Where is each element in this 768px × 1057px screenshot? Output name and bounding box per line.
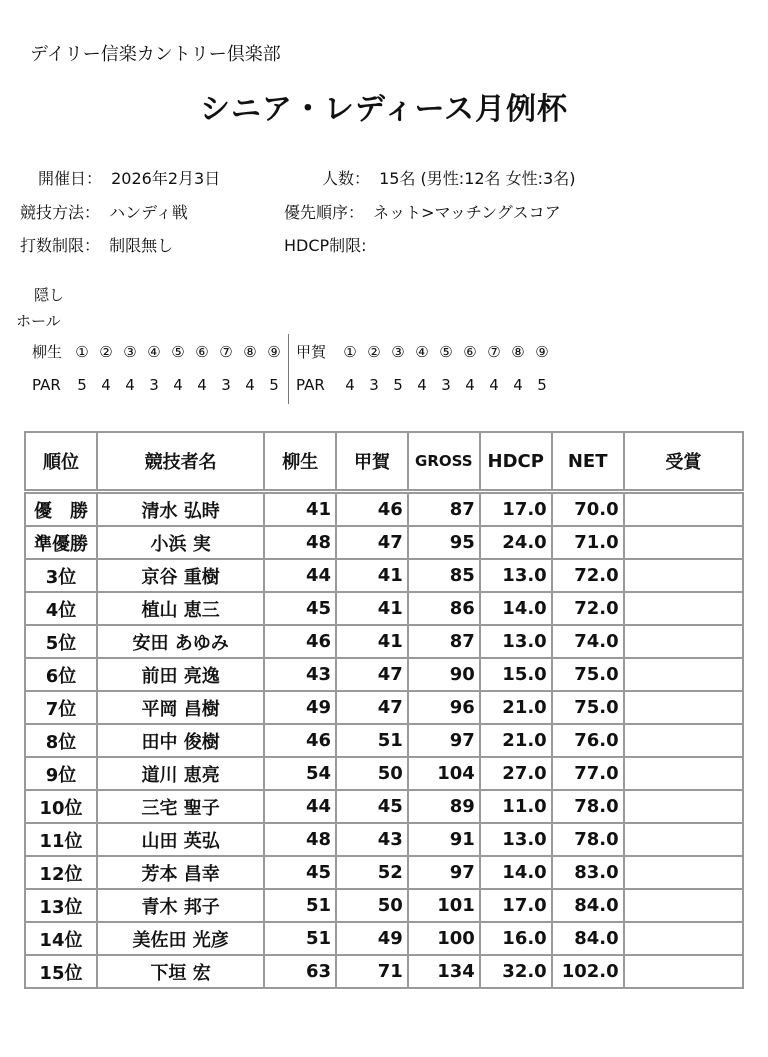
table-row [25,592,743,625]
hole-marker: ② [367,343,381,361]
hdcp-limit-row [284,233,367,256]
hole-marker: ⑥ [195,343,209,361]
net-cell: 72.0 [552,592,624,625]
player-name-cell: 三宅 聖子 [97,790,264,823]
yagyu-score-cell: 43 [264,658,336,691]
course-a-par-row [32,376,286,394]
hole-marker: ③ [123,343,137,361]
rank-cell: 優 勝 [25,492,97,527]
header-net: NET [552,432,624,492]
par-value: 5 [269,376,279,394]
net-cell: 74.0 [552,625,624,658]
net-cell: 77.0 [552,757,624,790]
net-cell: 72.0 [552,559,624,592]
gross-cell: 89 [408,790,480,823]
yagyu-score-cell: 54 [264,757,336,790]
par-value: 5 [537,376,547,394]
gross-cell: 101 [408,889,480,922]
koka-score-cell: 41 [336,625,408,658]
award-cell [624,691,743,724]
hole-marker: ⑥ [463,343,477,361]
gross-cell: 97 [408,856,480,889]
player-name-cell: 下垣 宏 [97,955,264,988]
table-header-row [25,432,743,492]
net-cell: 84.0 [552,922,624,955]
gross-cell: 97 [408,724,480,757]
award-cell [624,823,743,856]
player-name-cell: 小浜 実 [97,526,264,559]
par-value: 4 [101,376,111,394]
yagyu-score-cell: 63 [264,955,336,988]
gross-cell: 91 [408,823,480,856]
rank-cell: 6位 [25,658,97,691]
rank-cell: 10位 [25,790,97,823]
hole-marker: ⑨ [267,343,281,361]
yagyu-score-cell: 49 [264,691,336,724]
hdcp-cell: 11.0 [480,790,552,823]
hole-marker: ④ [415,343,429,361]
table-row [25,691,743,724]
rank-cell: 15位 [25,955,97,988]
priority-row [284,200,561,223]
rank-cell: 11位 [25,823,97,856]
player-name-cell: 京谷 重樹 [97,559,264,592]
hole-marker: ⑧ [511,343,525,361]
yagyu-score-cell: 45 [264,592,336,625]
rank-cell: 3位 [25,559,97,592]
player-name-cell: 美佐田 光彦 [97,922,264,955]
date-value: 2026年2月3日 [111,169,221,188]
koka-score-cell: 50 [336,889,408,922]
hdcp-cell: 24.0 [480,526,552,559]
hdcp-cell: 13.0 [480,625,552,658]
award-cell [624,922,743,955]
course-b-par-row [296,376,554,394]
table-row [25,492,743,527]
table-row [25,625,743,658]
results-body [25,492,743,989]
yagyu-score-cell: 51 [264,922,336,955]
par-value: 4 [489,376,499,394]
page-title: シニア・レディース月例杯 [199,92,569,127]
hdcp-cell: 17.0 [480,492,552,527]
koka-score-cell: 50 [336,757,408,790]
header-koka: 甲賀 [336,432,408,492]
method-row [20,200,188,223]
par-value: 5 [77,376,87,394]
course-a-name: 柳生 [32,343,63,361]
table-row [25,856,743,889]
rank-cell: 8位 [25,724,97,757]
par-value: 4 [245,376,255,394]
hole-marker: ① [75,343,89,361]
gross-cell: 90 [408,658,480,691]
hdcp-cell: 17.0 [480,889,552,922]
limit-row [20,233,173,256]
award-cell [624,889,743,922]
hole-marker: ② [99,343,113,361]
award-cell [624,790,743,823]
par-value: 3 [221,376,231,394]
table-row [25,922,743,955]
rank-cell: 4位 [25,592,97,625]
player-name-cell: 芳本 昌幸 [97,856,264,889]
koka-score-cell: 52 [336,856,408,889]
yagyu-score-cell: 46 [264,625,336,658]
koka-score-cell: 43 [336,823,408,856]
table-row [25,823,743,856]
yagyu-score-cell: 51 [264,889,336,922]
hole-marker: ⑤ [439,343,453,361]
yagyu-score-cell: 45 [264,856,336,889]
gross-cell: 96 [408,691,480,724]
player-name-cell: 山田 英弘 [97,823,264,856]
hidden-holes-label-1: 隠し [34,286,65,304]
yagyu-score-cell: 46 [264,724,336,757]
method-label: 競技方法： [20,203,101,222]
table-row [25,757,743,790]
table-row [25,790,743,823]
yagyu-score-cell: 48 [264,526,336,559]
award-cell [624,757,743,790]
hdcp-cell: 32.0 [480,955,552,988]
rank-cell: 9位 [25,757,97,790]
gross-cell: 95 [408,526,480,559]
award-cell [624,492,743,527]
award-cell [624,592,743,625]
table-row [25,559,743,592]
hole-marker: ⑤ [171,343,185,361]
par-value: 4 [197,376,207,394]
count-value: 15名 (男性:12名 女性:3名) [379,169,576,188]
koka-score-cell: 49 [336,922,408,955]
gross-cell: 134 [408,955,480,988]
header-hdcp: HDCP [480,432,552,492]
limit-label: 打数制限： [20,236,101,255]
player-name-cell: 安田 あゆみ [97,625,264,658]
hole-marker: ① [343,343,357,361]
gross-cell: 104 [408,757,480,790]
gross-cell: 100 [408,922,480,955]
hdcp-cell: 27.0 [480,757,552,790]
hdcp-cell: 21.0 [480,691,552,724]
hdcp-limit-label: HDCP制限: [284,236,367,255]
player-name-cell: 平岡 昌樹 [97,691,264,724]
header-name: 競技者名 [97,432,264,492]
course-a-holes-row [32,341,286,362]
par-value: 3 [149,376,159,394]
net-cell: 78.0 [552,790,624,823]
par-value: 4 [465,376,475,394]
koka-score-cell: 47 [336,658,408,691]
priority-label: 優先順序： [284,203,365,222]
koka-score-cell: 41 [336,592,408,625]
gross-cell: 87 [408,625,480,658]
rank-cell: 準優勝 [25,526,97,559]
net-cell: 84.0 [552,889,624,922]
award-cell [624,955,743,988]
yagyu-score-cell: 44 [264,559,336,592]
table-row [25,724,743,757]
player-name-cell: 植山 恵三 [97,592,264,625]
yagyu-score-cell: 48 [264,823,336,856]
par-value: 4 [345,376,355,394]
hole-marker: ③ [391,343,405,361]
gross-cell: 87 [408,492,480,527]
award-cell [624,658,743,691]
yagyu-score-cell: 44 [264,790,336,823]
results-table [24,431,744,989]
count-label: 人数： [322,169,371,188]
club-name: デイリー信楽カントリー倶楽部 [30,44,281,65]
player-name-cell: 田中 俊樹 [97,724,264,757]
koka-score-cell: 47 [336,691,408,724]
net-cell: 83.0 [552,856,624,889]
hdcp-cell: 21.0 [480,724,552,757]
player-name-cell: 道川 恵亮 [97,757,264,790]
net-cell: 70.0 [552,492,624,527]
hdcp-cell: 14.0 [480,856,552,889]
award-cell [624,625,743,658]
rank-cell: 13位 [25,889,97,922]
table-row [25,526,743,559]
hole-marker: ⑦ [219,343,233,361]
count-row [322,166,575,189]
header-rank: 順位 [25,432,97,492]
rank-cell: 7位 [25,691,97,724]
net-cell: 102.0 [552,955,624,988]
net-cell: 75.0 [552,658,624,691]
hole-marker: ⑧ [243,343,257,361]
gross-cell: 86 [408,592,480,625]
net-cell: 76.0 [552,724,624,757]
hdcp-cell: 13.0 [480,823,552,856]
player-name-cell: 前田 亮逸 [97,658,264,691]
koka-score-cell: 41 [336,559,408,592]
player-name-cell: 清水 弘時 [97,492,264,527]
hole-marker: ⑨ [535,343,549,361]
player-name-cell: 青木 邦子 [97,889,264,922]
hole-marker: ④ [147,343,161,361]
yagyu-score-cell: 41 [264,492,336,527]
koka-score-cell: 46 [336,492,408,527]
course-b-par-label: PAR [296,376,325,394]
limit-value: 制限無し [109,236,174,255]
par-value: 4 [125,376,135,394]
date-label: 開催日： [38,169,103,188]
par-value: 3 [369,376,379,394]
course-divider [288,334,289,404]
par-value: 4 [417,376,427,394]
date-row [38,166,220,189]
par-value: 4 [513,376,523,394]
award-cell [624,559,743,592]
header-gross: GROSS [408,432,480,492]
course-a-par-label: PAR [32,376,61,394]
hdcp-cell: 14.0 [480,592,552,625]
rank-cell: 14位 [25,922,97,955]
header-yagyu: 柳生 [264,432,336,492]
rank-cell: 5位 [25,625,97,658]
method-value: ハンディ戦 [109,203,188,222]
par-value: 5 [393,376,403,394]
hdcp-cell: 15.0 [480,658,552,691]
table-row [25,889,743,922]
table-row [25,658,743,691]
award-cell [624,856,743,889]
hidden-holes-label-2: ホール [16,312,61,330]
hdcp-cell: 13.0 [480,559,552,592]
course-b-holes-row [296,341,554,362]
header-award: 受賞 [624,432,743,492]
net-cell: 71.0 [552,526,624,559]
koka-score-cell: 51 [336,724,408,757]
table-row [25,955,743,988]
award-cell [624,724,743,757]
net-cell: 75.0 [552,691,624,724]
hdcp-cell: 16.0 [480,922,552,955]
award-cell [624,526,743,559]
koka-score-cell: 45 [336,790,408,823]
koka-score-cell: 47 [336,526,408,559]
par-value: 4 [173,376,183,394]
hole-marker: ⑦ [487,343,501,361]
course-b-name: 甲賀 [296,343,327,361]
priority-value: ネット>マッチングスコア [373,203,561,222]
rank-cell: 12位 [25,856,97,889]
par-value: 3 [441,376,451,394]
gross-cell: 85 [408,559,480,592]
koka-score-cell: 71 [336,955,408,988]
net-cell: 78.0 [552,823,624,856]
